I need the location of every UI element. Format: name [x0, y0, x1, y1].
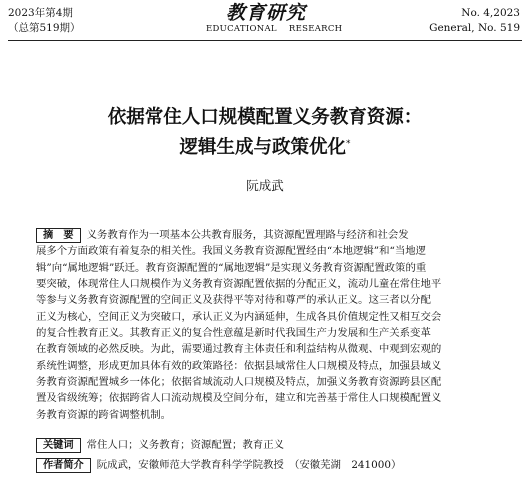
- article-author: 阮成武: [246, 178, 284, 193]
- general-number: General, No. 519: [429, 22, 520, 34]
- journal-title-cn: 教育研究: [225, 2, 306, 24]
- keywords: [36, 437, 284, 453]
- abstract-line: 等参与义务教育资源配置的空间正义及获得平等对待和尊严的承认正义。这三者以分配: [36, 294, 431, 307]
- abstract-line: 务教育资源的跨省调整机制。: [36, 408, 172, 421]
- abstract-line: 务教育资源配置城乡一体化；依据省域流动人口规模及特点，加强义务教育资源跨县区配: [36, 376, 442, 389]
- journal-number-info: [429, 6, 520, 36]
- abstract-line: 摘 要 义务教育作为一项基本公共教育服务，其资源配置理路与经济和社会发: [36, 227, 504, 243]
- total-issue: （总第519期）: [8, 22, 81, 34]
- keywords-label: 关键词: [36, 438, 81, 453]
- abstract-label: 摘 要: [36, 228, 81, 243]
- abstract-line: 的复合性教育正义。其教育正义的复合性意蕴是新时代我国生产力发展和生产关系变革: [36, 327, 431, 340]
- author-info-label: 作者简介: [36, 458, 91, 473]
- abstract-line: 在教育领域的必然反映。为此，需要通过教育主体责任和利益结构从微观、中观到宏观的: [36, 343, 442, 356]
- keywords-text: 常住人口；义务教育；资源配置；教育正义: [86, 439, 284, 451]
- abstract-line: 置及省级统筹；依据跨省人口流动规模及空间分布，建立和完善基于常住人口规模配置义: [36, 392, 442, 405]
- abstract-line: 系统性调整，形成更加具体有效的政策路径：依据县域常住人口规模及特点，加强县域义: [36, 359, 442, 372]
- header-divider: [8, 40, 522, 41]
- title-line-2: 逻辑生成与政策优化*: [179, 137, 351, 159]
- abstract: [36, 227, 504, 423]
- abstract-line: 展多个方面政策有着复杂的相关性。我国义务教育资源配置经由“本地逻辑”和“当地逻: [36, 245, 426, 258]
- author-info: [36, 457, 401, 473]
- issue-number: No. 4,2023: [461, 7, 520, 19]
- abstract-line: 正义为核心，空间正义为突破口，承认正义为内涵延伸，生成各具价值规定性又相互交会: [36, 310, 442, 323]
- title-line-1: 依据常住人口规模配置义务教育资源：: [107, 107, 423, 128]
- abstract-line: 要突破，体现常住人口规模作为义务教育资源配置依据的分配正义，流动儿童在常住地平: [36, 278, 442, 291]
- title-footnote-mark: *: [346, 139, 351, 149]
- abstract-line: 辑”向“属地逻辑”跃迁。教育资源配置的“属地逻辑”是实现义务教育资源配置政策的重: [36, 261, 427, 274]
- author-info-text: 阮成武，安徽师范大学教育科学学院教授 （安徽芜湖 241000）: [96, 459, 402, 471]
- year-issue: 2023年第4期: [8, 7, 73, 19]
- journal-title-en: EDUCATIONAL RESEARCH: [206, 24, 343, 34]
- journal-masthead: [206, 2, 343, 34]
- journal-issue-info: [8, 6, 81, 36]
- article-title: [0, 104, 530, 161]
